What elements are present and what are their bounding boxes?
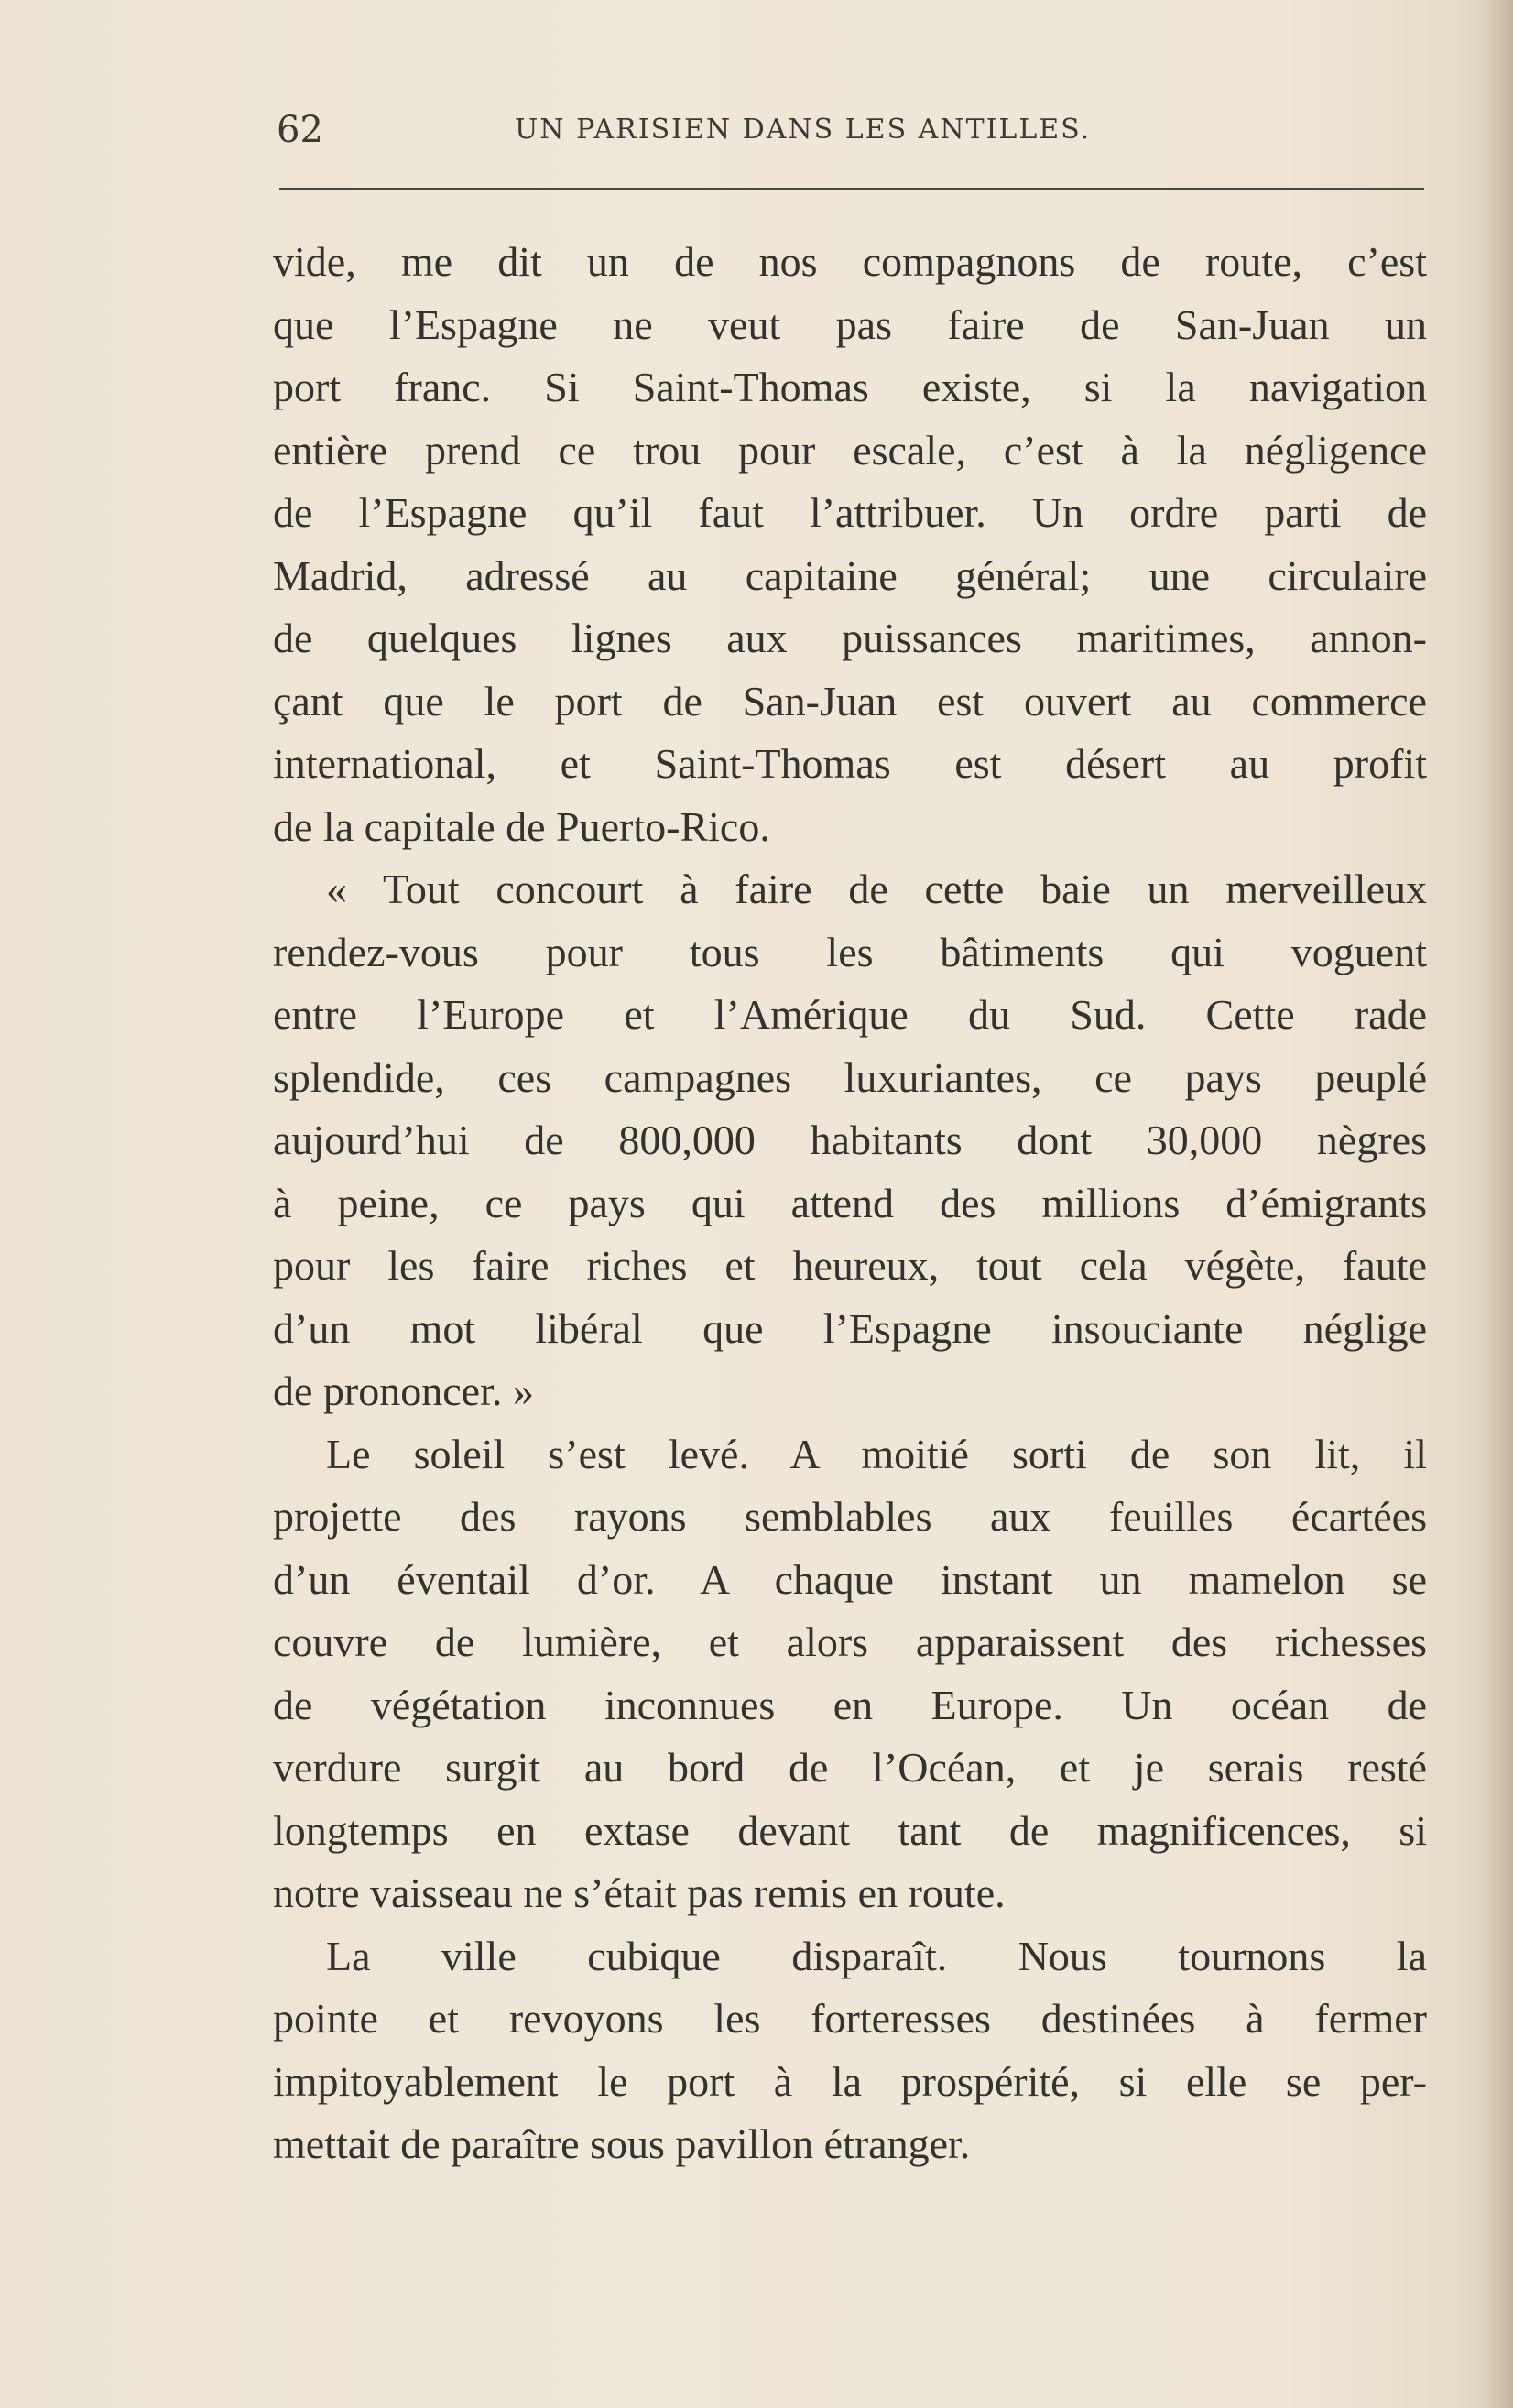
text-line: d’un mot libéral que l’Espagne insouciante néglige — [273, 1304, 1427, 1352]
header-rule — [279, 188, 1424, 190]
text-line: de prononcer. » — [273, 1367, 534, 1414]
running-title: UN PARISIEN DANS LES ANTILLES. — [515, 114, 1092, 146]
text-line: à peine, ce pays qui attend des millions d’émigrants — [273, 1179, 1427, 1226]
text-line: pointe et revoyons les forteresses destinées à fermer — [273, 1995, 1427, 2042]
text-line: entre l’Europe et l’Amérique du Sud. Cette rade — [273, 991, 1427, 1038]
text-line: Madrid, adressé au capitaine général; une circulaire — [273, 551, 1427, 599]
page-header — [277, 103, 1429, 158]
text-line: de l’Espagne qu’il faut l’attribuer. Un ordre parti de — [273, 489, 1427, 536]
text-line: notre vaisseau ne s’était pas remis en route. — [273, 1869, 1006, 1916]
page-number: 62 — [277, 109, 323, 151]
text-line: longtemps en extase devant tant de magnificences, si — [273, 1806, 1427, 1854]
text-line: de la capitale de Puerto-Rico. — [273, 802, 770, 850]
text-line: international, et Saint-Thomas est désert au profit — [273, 740, 1427, 787]
text-line: çant que le port de San-Juan est ouvert au commerce — [273, 677, 1427, 725]
body-text — [273, 231, 1427, 2176]
text-line: splendide, ces campagnes luxuriantes, ce pays peuplé — [273, 1053, 1427, 1101]
text-line: La ville cubique disparaît. Nous tournons la — [326, 1932, 1427, 1979]
text-line: impitoyablement le port à la prospérité, si elle se per- — [273, 2057, 1427, 2105]
text-line: d’un éventail d’or. A chaque instant un mamelon se — [273, 1555, 1427, 1603]
text-line: mettait de paraître sous pavillon étranger. — [273, 2120, 971, 2167]
page-edge-shadow — [1482, 0, 1513, 2408]
text-line: aujourd’hui de 800,000 habitants dont 30,000 nègres — [273, 1117, 1427, 1163]
text-line: verdure surgit au bord de l’Océan, et je serais resté — [273, 1744, 1427, 1791]
text-line: « Tout concourt à faire de cette baie un merveilleux — [326, 866, 1427, 912]
text-line: entière prend ce trou pour escale, c’est à la négligence — [273, 426, 1427, 474]
text-line: port franc. Si Saint-Thomas existe, si la navigation — [273, 364, 1427, 410]
text-line: que l’Espagne ne veut pas faire de San-Juan un — [273, 300, 1427, 348]
text-line: pour les faire riches et heureux, tout cela végète, faute — [273, 1242, 1427, 1289]
text-line: vide, me dit un de nos compagnons de route, c’est — [273, 238, 1427, 285]
text-line: couvre de lumière, et alors apparaissent des richesses — [273, 1618, 1427, 1665]
text-line: projette des rayons semblables aux feuilles écartées — [273, 1493, 1427, 1540]
text-line: Le soleil s’est levé. A moitié sorti de son lit, il — [326, 1430, 1427, 1477]
text-line: de quelques lignes aux puissances maritimes, annon- — [273, 615, 1427, 661]
text-line: de végétation inconnues en Europe. Un océan de — [273, 1681, 1427, 1728]
text-line: rendez-vous pour tous les bâtiments qui voguent — [273, 928, 1427, 975]
